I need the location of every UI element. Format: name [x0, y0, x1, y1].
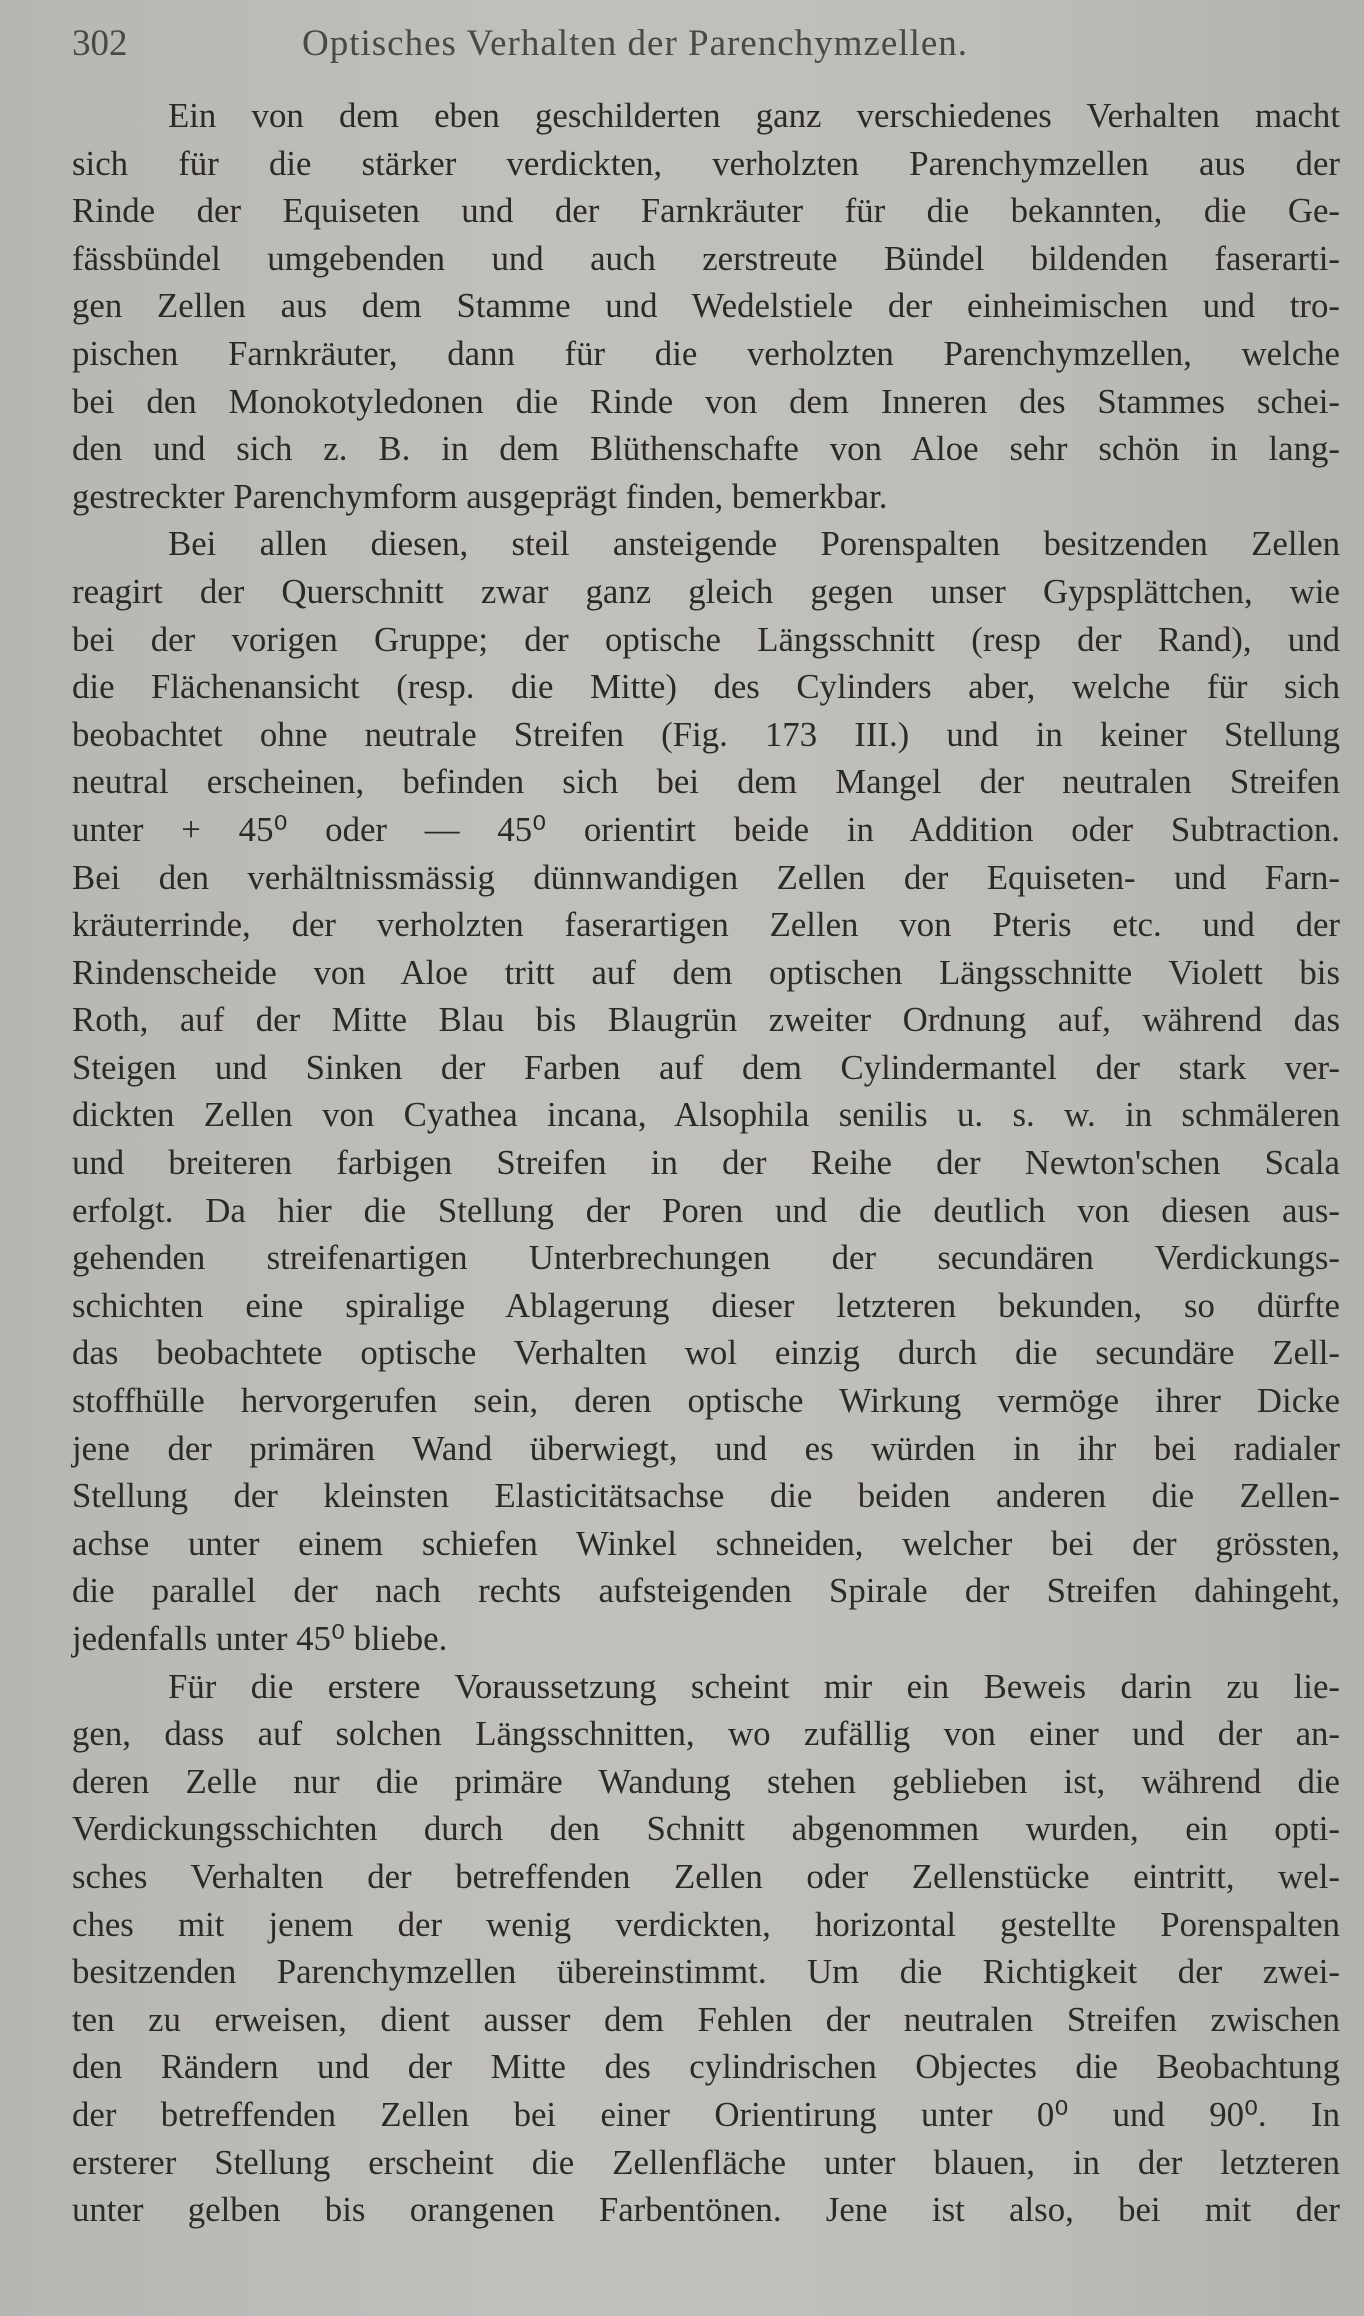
text-line: Für die erstere Voraussetzung scheint mir ein Beweis darin zu lie- — [168, 1666, 1340, 1706]
text-line: ten zu erweisen, dient ausser dem Fehlen der neutralen Streifen zwischen — [72, 1999, 1340, 2039]
text-line: pischen Farnkräuter, dann für die verholzten Parenchymzellen, welche — [72, 333, 1340, 373]
text-line: stoffhülle hervorgerufen sein, deren optische Wirkung vermöge ihrer Dicke — [72, 1381, 1340, 1421]
text-line: Roth, auf der Mitte Blau bis Blaugrün zweiter Ordnung auf, während das — [72, 1000, 1340, 1040]
text-line: neutral erscheinen, befinden sich bei dem Mangel der neutralen Streifen — [72, 762, 1340, 802]
text-line: beobachtet ohne neutrale Streifen (Fig. 173 III.) und in keiner Stellung — [72, 714, 1340, 754]
text-line: gestreckter Parenchymform ausgeprägt finden, bemerkbar. — [72, 476, 888, 516]
text-line: unter gelben bis orangenen Farbentönen. Jene ist also, bei mit der — [72, 2190, 1340, 2230]
text-line: Ein von dem eben geschilderten ganz verschiedenes Verhalten macht — [168, 96, 1340, 135]
text-line: sches Verhalten der betreffenden Zellen oder Zellenstücke eintritt, wel- — [72, 1856, 1340, 1896]
text-line: Rindenscheide von Aloe tritt auf dem optischen Längsschnitte Violett bis — [72, 952, 1340, 992]
text-line: der betreffenden Zellen bei einer Orientirung unter 0⁰ und 90⁰. In — [72, 2094, 1340, 2134]
text-line: Bei allen diesen, steil ansteigende Porenspalten besitzenden Zellen — [168, 524, 1340, 564]
text-line: Bei den verhältnissmässig dünnwandigen Zellen der Equiseten- und Farn- — [72, 857, 1340, 897]
text-line: bei der vorigen Gruppe; der optische Längsschnitt (resp der Rand), und — [72, 619, 1340, 659]
text-line: den und sich z. B. in dem Blüthenschafte von Aloe sehr schön in lang- — [72, 429, 1340, 469]
text-line: Steigen und Sinken der Farben auf dem Cylindermantel der stark ver- — [72, 1047, 1340, 1087]
text-line: unter + 45⁰ oder — 45⁰ orientirt beide in Addition oder Subtraction. — [72, 809, 1340, 849]
page-number: 302 — [72, 23, 128, 64]
text-line: die Flächenansicht (resp. die Mitte) des Cylinders aber, welche für sich — [72, 667, 1340, 707]
text-line: kräuterrinde, der verholzten faserartigen Zellen von Pteris etc. und der — [72, 905, 1340, 945]
text-line: ersterer Stellung erscheint die Zellenfläche unter blauen, in der letzteren — [72, 2142, 1340, 2182]
page-header — [72, 22, 1322, 82]
running-head: Optisches Verhalten der Parenchymzellen. — [302, 23, 969, 64]
paragraph — [72, 520, 1340, 1662]
text-line: schichten eine spiralige Ablagerung dieser letzteren bekunden, so dürfte — [72, 1285, 1340, 1325]
text-line: erfolgt. Da hier die Stellung der Poren und die deutlich von diesen aus- — [72, 1190, 1340, 1230]
text-line: deren Zelle nur die primäre Wandung stehen geblieben ist, während die — [72, 1761, 1340, 1801]
text-line: sich für die stärker verdickten, verholzten Parenchymzellen aus der — [72, 143, 1340, 183]
text-line: ches mit jenem der wenig verdickten, horizontal gestellte Porenspalten — [72, 1904, 1340, 1944]
text-line: die parallel der nach rechts aufsteigenden Spirale der Streifen dahingeht, — [72, 1571, 1340, 1611]
text-line: den Rändern und der Mitte des cylindrischen Objectes die Beobachtung — [72, 2047, 1340, 2087]
text-line: fässbündel umgebenden und auch zerstreute Bündel bildenden faserarti- — [72, 238, 1340, 278]
paragraph — [72, 1663, 1340, 2234]
text-line: gehenden streifenartigen Unterbrechungen der secundären Verdickungs- — [72, 1238, 1340, 1278]
text-line: Verdickungsschichten durch den Schnitt abgenommen wurden, ein opti- — [72, 1809, 1340, 1849]
text-line: dickten Zellen von Cyathea incana, Alsophila senilis u. s. w. in schmäleren — [72, 1095, 1340, 1135]
body-text — [72, 92, 1340, 2234]
text-line: gen Zellen aus dem Stamme und Wedelstiele der einheimischen und tro- — [72, 286, 1340, 326]
text-line: das beobachtete optische Verhalten wol einzig durch die secundäre Zell- — [72, 1333, 1340, 1373]
paragraph — [72, 92, 1340, 520]
text-line: bei den Monokotyledonen die Rinde von dem Inneren des Stammes schei- — [72, 381, 1340, 421]
text-line: und breiteren farbigen Streifen in der Reihe der Newton'schen Scala — [72, 1143, 1340, 1183]
text-line: jene der primären Wand überwiegt, und es würden in ihr bei radialer — [72, 1428, 1340, 1468]
text-line: jedenfalls unter 45⁰ bliebe. — [72, 1619, 448, 1658]
text-line: Rinde der Equiseten und der Farnkräuter für die bekannten, die Ge- — [72, 191, 1340, 231]
text-line: achse unter einem schiefen Winkel schneiden, welcher bei der grössten, — [72, 1523, 1340, 1563]
text-line: Stellung der kleinsten Elasticitätsachse die beiden anderen die Zellen- — [72, 1476, 1340, 1516]
text-line: reagirt der Querschnitt zwar ganz gleich gegen unser Gypsplättchen, wie — [72, 571, 1340, 611]
text-line: besitzenden Parenchymzellen übereinstimmt. Um die Richtigkeit der zwei- — [72, 1952, 1340, 1992]
text-line: gen, dass auf solchen Längsschnitten, wo zufällig von einer und der an- — [72, 1714, 1340, 1754]
